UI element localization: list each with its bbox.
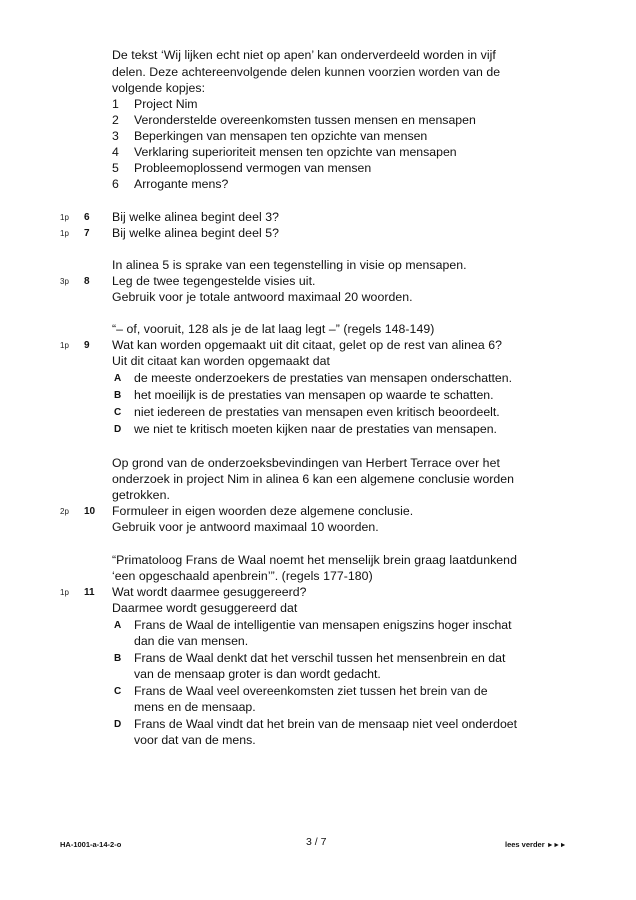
- heading-text: Probleemoplossend vermogen van mensen: [134, 161, 372, 175]
- question-text: Leg de twee tegengestelde visies uit.: [112, 274, 316, 288]
- question-number: 9: [84, 340, 90, 351]
- question-text: Wat wordt daarmee gesuggereerd?: [112, 585, 307, 599]
- question-points: 3p: [60, 277, 69, 286]
- question-stem: Uit dit citaat kan worden opgemaakt dat: [112, 354, 330, 368]
- question-text: Bij welke alinea begint deel 3?: [112, 210, 279, 224]
- question-quote: “– of, vooruit, 128 als je de lat laag legt –” (regels 148-149): [112, 322, 435, 336]
- option-letter: A: [114, 620, 122, 631]
- option-text: van de mensaap groter is dan wordt gedacht.: [134, 667, 381, 681]
- option-text: het moeilijk is de prestaties van mensapen op waarde te schatten.: [134, 388, 494, 402]
- option-text: voor dat van de mens.: [134, 733, 256, 747]
- question-number: 8: [84, 276, 90, 287]
- option-text: mens en de mensaap.: [134, 700, 256, 714]
- heading-number: 3: [112, 129, 119, 143]
- continue-label: [505, 840, 566, 849]
- continue-text: lees verder: [505, 840, 545, 849]
- option-text: we niet te kritisch moeten kijken naar de prestaties van mensapen.: [134, 422, 497, 436]
- heading-number: 2: [112, 113, 119, 127]
- question-instruction: Gebruik voor je totale antwoord maximaal 20 woorden.: [112, 290, 413, 304]
- heading-text: Verklaring superioriteit mensen ten opzichte van mensapen: [134, 145, 457, 159]
- question-points: 1p: [60, 341, 69, 350]
- question-points: 1p: [60, 229, 69, 238]
- option-text: de meeste onderzoekers de prestaties van mensapen onderschatten.: [134, 371, 513, 385]
- question-number: 6: [84, 212, 90, 223]
- question-points: 2p: [60, 507, 69, 516]
- question-number: 10: [84, 506, 96, 517]
- question-intro: getrokken.: [112, 488, 170, 502]
- option-text: niet iedereen de prestaties van mensapen even kritisch beoordeelt.: [134, 405, 500, 419]
- question-instruction: Gebruik voor je antwoord maximaal 10 woorden.: [112, 520, 379, 534]
- option-letter: D: [114, 424, 122, 435]
- heading-text: Veronderstelde overeenkomsten tussen mensen en mensapen: [134, 113, 476, 127]
- question-points: 1p: [60, 213, 69, 222]
- option-letter: C: [114, 407, 122, 418]
- question-text: Formuleer in eigen woorden deze algemene conclusie.: [112, 504, 414, 518]
- option-letter: D: [114, 719, 122, 730]
- option-text: dan die van mensen.: [134, 634, 249, 648]
- question-points: 1p: [60, 588, 69, 597]
- exam-code: HA-1001-a-14-2-o: [60, 840, 122, 849]
- option-text: Frans de Waal vindt dat het brein van de mensaap niet veel onderdoet: [134, 717, 518, 731]
- question-quote: “Primatoloog Frans de Waal noemt het menselijk brein graag laatdunkend: [112, 553, 517, 567]
- question-number: 11: [84, 587, 95, 598]
- question-text: Wat kan worden opgemaakt uit dit citaat, gelet op de rest van alinea 6?: [112, 338, 502, 352]
- heading-number: 4: [112, 145, 119, 159]
- heading-text: Project Nim: [134, 97, 198, 111]
- page-number: 3 / 7: [306, 836, 327, 848]
- question-number: 7: [84, 228, 90, 239]
- question-stem: Daarmee wordt gesuggereerd dat: [112, 601, 298, 615]
- intro-line: De tekst ‘Wij lijken echt niet op apen’ kan onderverdeeld worden in vijf: [112, 48, 496, 62]
- heading-text: Arrogante mens?: [134, 177, 229, 191]
- question-quote: ‘een opgeschaald apenbrein’”. (regels 177-180): [112, 569, 373, 583]
- question-intro: onderzoek in project Nim in alinea 6 kan een algemene conclusie worden: [112, 472, 515, 486]
- question-intro: In alinea 5 is sprake van een tegenstelling in visie op mensapen.: [112, 258, 467, 272]
- intro-line: delen. Deze achtereenvolgende delen kunnen voorzien worden van de: [112, 65, 501, 79]
- question-text: Bij welke alinea begint deel 5?: [112, 226, 279, 240]
- intro-line: volgende kopjes:: [112, 81, 206, 95]
- option-text: Frans de Waal denkt dat het verschil tussen het mensenbrein en dat: [134, 651, 506, 665]
- heading-number: 5: [112, 161, 119, 175]
- question-intro: Op grond van de onderzoeksbevindingen van Herbert Terrace over het: [112, 456, 500, 470]
- option-letter: B: [114, 653, 122, 664]
- option-text: Frans de Waal de intelligentie van mensapen enigszins hoger inschat: [134, 618, 512, 632]
- option-letter: A: [114, 373, 122, 384]
- heading-number: 1: [112, 97, 119, 111]
- heading-text: Beperkingen van mensapen ten opzichte van mensen: [134, 129, 428, 143]
- heading-number: 6: [112, 177, 119, 191]
- option-text: Frans de Waal veel overeenkomsten ziet tussen het brein van de: [134, 684, 488, 698]
- option-letter: C: [114, 686, 122, 697]
- option-letter: B: [114, 390, 122, 401]
- arrow-right-icon: ►►►: [546, 842, 567, 849]
